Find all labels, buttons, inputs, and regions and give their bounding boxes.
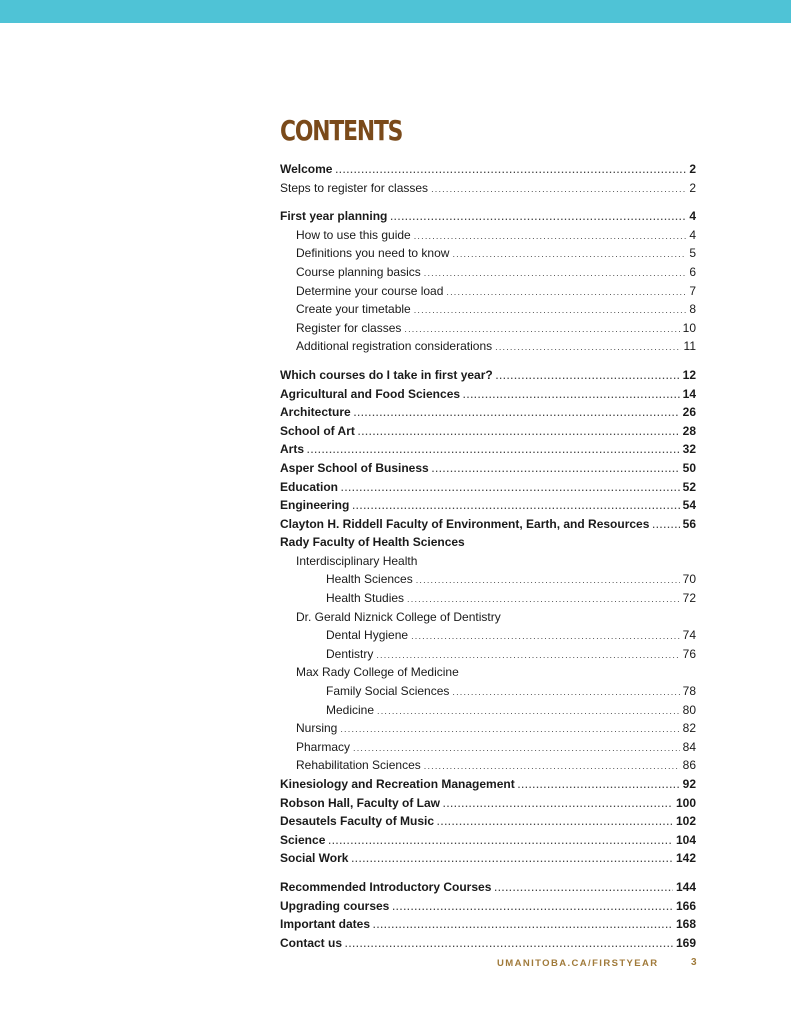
toc-entry[interactable]: Recommended Introductory Courses ..... 144 <box>280 878 696 897</box>
toc-entry[interactable]: Important dates ..... 168 <box>280 915 696 934</box>
toc-entry[interactable]: Clayton H. Riddell Faculty of Environment, Earth, and Resources ..... 56 <box>280 515 696 534</box>
toc-entry[interactable]: Social Work ..... 142 <box>280 849 696 868</box>
toc-entry[interactable]: Agricultural and Food Sciences ..... 14 <box>280 385 696 404</box>
toc-entry[interactable]: How to use this guide ..... 4 <box>280 226 696 245</box>
toc-entry[interactable]: Medicine ..... 80 <box>280 701 696 720</box>
toc-entry[interactable]: Contact us ..... 169 <box>280 934 696 953</box>
toc-entry[interactable]: Max Rady College of Medicine <box>296 665 459 680</box>
toc-entry[interactable]: Desautels Faculty of Music ..... 102 <box>280 812 696 831</box>
toc-entry[interactable]: Health Sciences ..... 70 <box>280 570 696 589</box>
toc-entry[interactable]: Rehabilitation Sciences ..... 86 <box>280 756 696 775</box>
toc-entry[interactable]: Upgrading courses ..... 166 <box>280 897 696 916</box>
toc-entry[interactable]: Steps to register for classes ..... 2 <box>280 179 696 198</box>
toc-entry[interactable]: Kinesiology and Recreation Management ..... 92 <box>280 775 696 794</box>
toc-entry[interactable]: Which courses do I take in first year? ..... 12 <box>280 366 696 385</box>
toc-entry[interactable]: Robson Hall, Faculty of Law ..... 100 <box>280 794 696 813</box>
toc-entry[interactable]: Architecture ..... 26 <box>280 403 696 422</box>
toc-entry[interactable]: Family Social Sciences ..... 78 <box>280 682 696 701</box>
toc-entry[interactable]: Nursing ..... 82 <box>280 719 696 738</box>
toc-entry[interactable]: Health Studies ..... 72 <box>280 589 696 608</box>
top-color-band <box>0 0 791 23</box>
toc-entry[interactable]: Course planning basics ..... 6 <box>280 263 696 282</box>
toc-entry[interactable]: Engineering ..... 54 <box>280 496 696 515</box>
page-title: CONTENTS <box>280 114 403 147</box>
toc-entry[interactable]: First year planning ..... 4 <box>280 207 696 226</box>
toc-entry[interactable]: Education ..... 52 <box>280 478 696 497</box>
toc-entry[interactable]: Rady Faculty of Health Sciences <box>280 535 465 550</box>
toc-entry[interactable]: Science ..... 104 <box>280 831 696 850</box>
toc-entry[interactable]: Pharmacy ..... 84 <box>280 738 696 757</box>
table-of-contents <box>280 160 696 952</box>
toc-entry[interactable]: Dentistry ..... 76 <box>280 645 696 664</box>
toc-entry[interactable]: Interdisciplinary Health <box>296 553 418 568</box>
toc-entry[interactable]: Asper School of Business ..... 50 <box>280 459 696 478</box>
toc-entry[interactable]: Register for classes ..... 10 <box>280 319 696 338</box>
toc-entry[interactable]: Create your timetable ..... 8 <box>280 300 696 319</box>
page-number: 3 <box>691 957 697 968</box>
toc-entry[interactable]: Welcome ..... 2 <box>280 160 696 179</box>
toc-entry[interactable]: Dental Hygiene ..... 74 <box>280 626 696 645</box>
footer-url[interactable]: UMANITOBA.CA/FIRSTYEAR <box>497 958 659 969</box>
toc-entry[interactable]: School of Art ..... 28 <box>280 422 696 441</box>
toc-entry[interactable]: Determine your course load ..... 7 <box>280 282 696 301</box>
toc-entry[interactable]: Arts ..... 32 <box>280 440 696 459</box>
toc-entry[interactable]: Additional registration considerations ..... 11 <box>280 337 696 356</box>
toc-entry[interactable]: Dr. Gerald Niznick College of Dentistry <box>296 609 501 624</box>
toc-entry[interactable]: Definitions you need to know ..... 5 <box>280 244 696 263</box>
